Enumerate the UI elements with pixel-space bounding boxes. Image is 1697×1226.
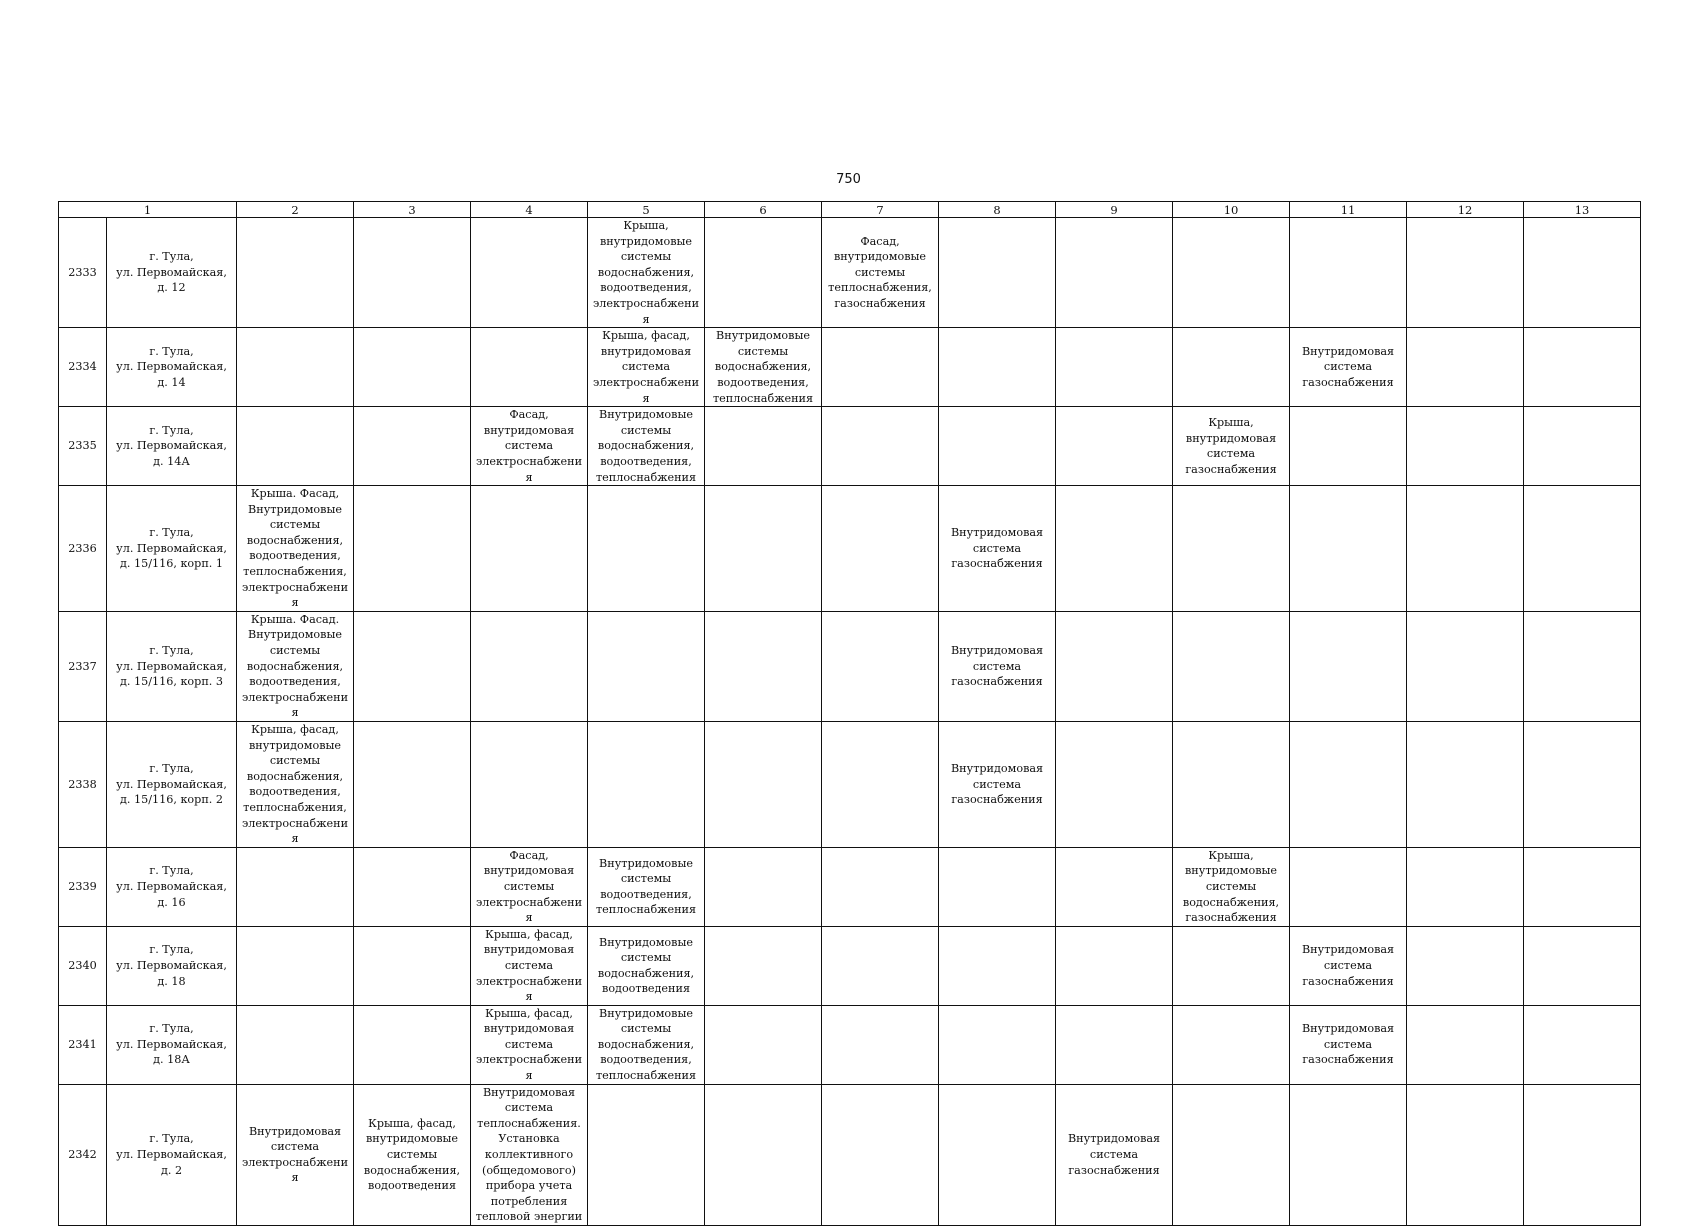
work-cell bbox=[1524, 722, 1641, 848]
work-cell bbox=[354, 407, 471, 486]
work-cell: Крыша, фасад, внутридомовая система электроснабжения bbox=[588, 328, 705, 407]
work-cell bbox=[354, 486, 471, 612]
data-table bbox=[58, 201, 1641, 1226]
work-cell bbox=[822, 1005, 939, 1084]
work-cell bbox=[471, 722, 588, 848]
address-cell: г. Тула, ул. Первомайская, д. 15/116, корп. 2 bbox=[107, 722, 237, 848]
work-cell bbox=[1407, 926, 1524, 1005]
work-cell bbox=[1173, 722, 1290, 848]
work-cell: Внутридомовые системы водоотведения, теплоснабжения bbox=[588, 847, 705, 926]
work-cell bbox=[1056, 611, 1173, 721]
work-cell bbox=[1407, 611, 1524, 721]
page-number: 750 bbox=[836, 172, 861, 187]
address-cell: г. Тула, ул. Первомайская, д. 14А bbox=[107, 407, 237, 486]
column-header: 5 bbox=[588, 202, 705, 218]
work-cell bbox=[1407, 328, 1524, 407]
work-cell bbox=[822, 407, 939, 486]
work-cell bbox=[354, 328, 471, 407]
address-cell: г. Тула, ул. Первомайская, д. 2 bbox=[107, 1084, 237, 1225]
work-cell: Крыша. Фасад, Внутридомовые системы водоснабжения, водоотведения, теплоснабжения, электроснабжения bbox=[237, 486, 354, 612]
work-cell bbox=[1056, 722, 1173, 848]
work-cell bbox=[588, 722, 705, 848]
work-cell: Внутридомовая система газоснабжения bbox=[939, 611, 1056, 721]
work-cell bbox=[1290, 847, 1407, 926]
work-cell bbox=[1524, 611, 1641, 721]
row-number-cell: 2339 bbox=[59, 847, 107, 926]
work-cell bbox=[939, 1005, 1056, 1084]
work-cell bbox=[822, 328, 939, 407]
row-number-cell: 2333 bbox=[59, 218, 107, 328]
work-cell bbox=[1524, 486, 1641, 612]
work-cell bbox=[939, 847, 1056, 926]
table-row bbox=[59, 218, 1641, 328]
work-cell: Фасад, внутридомовая система электроснабжения bbox=[471, 407, 588, 486]
address-cell: г. Тула, ул. Первомайская, д. 15/116, корп. 1 bbox=[107, 486, 237, 612]
column-header: 4 bbox=[471, 202, 588, 218]
column-header: 1 bbox=[59, 202, 237, 218]
row-number-cell: 2336 bbox=[59, 486, 107, 612]
table-row bbox=[59, 722, 1641, 848]
work-cell bbox=[237, 847, 354, 926]
work-cell bbox=[705, 1084, 822, 1225]
row-number-cell: 2337 bbox=[59, 611, 107, 721]
work-cell bbox=[354, 926, 471, 1005]
work-cell bbox=[588, 1084, 705, 1225]
work-cell: Внутридомовая система газоснабжения bbox=[1290, 926, 1407, 1005]
work-cell bbox=[471, 328, 588, 407]
work-cell bbox=[354, 847, 471, 926]
column-header: 7 bbox=[822, 202, 939, 218]
work-cell bbox=[705, 722, 822, 848]
work-cell: Внутридомовые системы водоснабжения, водоотведения bbox=[588, 926, 705, 1005]
work-cell bbox=[1524, 926, 1641, 1005]
work-cell bbox=[1173, 218, 1290, 328]
header-row bbox=[59, 202, 1641, 218]
work-cell bbox=[1407, 486, 1524, 612]
work-cell bbox=[705, 486, 822, 612]
table-row bbox=[59, 926, 1641, 1005]
work-cell bbox=[1524, 328, 1641, 407]
work-cell: Внутридомовая система газоснабжения bbox=[1290, 1005, 1407, 1084]
work-cell: Крыша. Фасад. Внутридомовые системы водоснабжения, водоотведения, электроснабжения bbox=[237, 611, 354, 721]
work-cell bbox=[237, 926, 354, 1005]
address-cell: г. Тула, ул. Первомайская, д. 18 bbox=[107, 926, 237, 1005]
work-cell: Крыша, фасад, внутридомовые системы водоснабжения, водоотведения bbox=[354, 1084, 471, 1225]
row-number-cell: 2341 bbox=[59, 1005, 107, 1084]
work-cell bbox=[705, 611, 822, 721]
column-header: 6 bbox=[705, 202, 822, 218]
column-header: 2 bbox=[237, 202, 354, 218]
work-cell bbox=[939, 407, 1056, 486]
address-cell: г. Тула, ул. Первомайская, д. 15/116, корп. 3 bbox=[107, 611, 237, 721]
work-cell bbox=[471, 611, 588, 721]
work-cell bbox=[939, 1084, 1056, 1225]
work-cell bbox=[1056, 847, 1173, 926]
work-cell bbox=[1173, 328, 1290, 407]
work-cell: Внутридомовые системы водоснабжения, водоотведения, теплоснабжения bbox=[588, 407, 705, 486]
work-cell bbox=[471, 486, 588, 612]
column-header: 10 bbox=[1173, 202, 1290, 218]
work-cell bbox=[237, 1005, 354, 1084]
work-cell bbox=[705, 926, 822, 1005]
work-cell bbox=[471, 218, 588, 328]
row-number-cell: 2335 bbox=[59, 407, 107, 486]
work-cell bbox=[1407, 722, 1524, 848]
work-cell bbox=[1056, 328, 1173, 407]
work-cell bbox=[588, 486, 705, 612]
work-cell: Внутридомовые системы водоснабжения, водоотведения, теплоснабжения bbox=[588, 1005, 705, 1084]
work-cell bbox=[354, 1005, 471, 1084]
work-cell bbox=[1524, 407, 1641, 486]
row-number-cell: 2342 bbox=[59, 1084, 107, 1225]
work-cell bbox=[822, 926, 939, 1005]
work-cell bbox=[939, 328, 1056, 407]
work-cell bbox=[1407, 218, 1524, 328]
work-cell bbox=[1290, 218, 1407, 328]
work-cell: Крыша, фасад, внутридомовая система электроснабжения bbox=[471, 1005, 588, 1084]
column-header: 9 bbox=[1056, 202, 1173, 218]
work-cell bbox=[237, 218, 354, 328]
work-cell bbox=[1290, 722, 1407, 848]
column-header: 13 bbox=[1524, 202, 1641, 218]
work-cell bbox=[1173, 1084, 1290, 1225]
column-header: 3 bbox=[354, 202, 471, 218]
work-cell bbox=[1056, 218, 1173, 328]
address-cell: г. Тула, ул. Первомайская, д. 16 bbox=[107, 847, 237, 926]
table-row bbox=[59, 847, 1641, 926]
work-cell bbox=[705, 1005, 822, 1084]
work-cell: Внутридомовая система газоснабжения bbox=[1056, 1084, 1173, 1225]
table-row bbox=[59, 1084, 1641, 1225]
work-cell bbox=[822, 611, 939, 721]
work-cell: Внутридомовая система газоснабжения bbox=[939, 486, 1056, 612]
row-number-cell: 2340 bbox=[59, 926, 107, 1005]
address-cell: г. Тула, ул. Первомайская, д. 18А bbox=[107, 1005, 237, 1084]
address-cell: г. Тула, ул. Первомайская, д. 12 bbox=[107, 218, 237, 328]
work-cell bbox=[1173, 611, 1290, 721]
work-cell bbox=[822, 1084, 939, 1225]
table-row bbox=[59, 407, 1641, 486]
work-cell bbox=[1407, 847, 1524, 926]
column-header: 8 bbox=[939, 202, 1056, 218]
work-cell bbox=[705, 407, 822, 486]
work-cell: Внутридомовая система электроснабжения bbox=[237, 1084, 354, 1225]
address-cell: г. Тула, ул. Первомайская, д. 14 bbox=[107, 328, 237, 407]
table-row bbox=[59, 1005, 1641, 1084]
work-cell bbox=[1290, 1084, 1407, 1225]
work-cell bbox=[1290, 611, 1407, 721]
work-cell: Внутридомовая система теплоснабжения. Установка коллективного (общедомового) прибора учета потребления тепловой энергии bbox=[471, 1084, 588, 1225]
work-cell bbox=[1407, 1005, 1524, 1084]
column-header: 11 bbox=[1290, 202, 1407, 218]
work-cell bbox=[1290, 486, 1407, 612]
work-cell bbox=[354, 218, 471, 328]
work-cell bbox=[1524, 218, 1641, 328]
work-cell bbox=[1290, 407, 1407, 486]
work-cell bbox=[822, 847, 939, 926]
row-number-cell: 2338 bbox=[59, 722, 107, 848]
work-cell bbox=[1056, 486, 1173, 612]
work-cell bbox=[1173, 486, 1290, 612]
work-cell: Крыша, внутридомовые системы водоснабжения, водоотведения, электроснабжения bbox=[588, 218, 705, 328]
work-cell: Внутридомовая система газоснабжения bbox=[939, 722, 1056, 848]
table-row bbox=[59, 328, 1641, 407]
work-cell: Фасад, внутридомовая системы электроснабжения bbox=[471, 847, 588, 926]
work-cell: Крыша, внутридомовые системы водоснабжения, газоснабжения bbox=[1173, 847, 1290, 926]
work-cell bbox=[705, 218, 822, 328]
column-header: 12 bbox=[1407, 202, 1524, 218]
table-row bbox=[59, 611, 1641, 721]
work-cell bbox=[1407, 1084, 1524, 1225]
work-cell: Крыша, фасад, внутридомовая система электроснабжения bbox=[471, 926, 588, 1005]
work-cell bbox=[1524, 1005, 1641, 1084]
work-cell: Внутридомовые системы водоснабжения, водоотведения, теплоснабжения bbox=[705, 328, 822, 407]
work-cell bbox=[1056, 407, 1173, 486]
work-cell bbox=[237, 407, 354, 486]
work-cell bbox=[1056, 926, 1173, 1005]
work-cell: Фасад, внутридомовые системы теплоснабжения, газоснабжения bbox=[822, 218, 939, 328]
work-cell bbox=[1407, 407, 1524, 486]
table-row bbox=[59, 486, 1641, 612]
work-cell bbox=[354, 611, 471, 721]
work-cell bbox=[939, 926, 1056, 1005]
work-cell bbox=[1524, 847, 1641, 926]
work-cell bbox=[1056, 1005, 1173, 1084]
work-cell bbox=[822, 722, 939, 848]
work-cell: Крыша, фасад, внутридомовые системы водоснабжения, водоотведения, теплоснабжения, электроснабжения bbox=[237, 722, 354, 848]
work-cell bbox=[237, 328, 354, 407]
work-cell bbox=[705, 847, 822, 926]
work-cell bbox=[1173, 1005, 1290, 1084]
row-number-cell: 2334 bbox=[59, 328, 107, 407]
work-cell: Внутридомовая система газоснабжения bbox=[1290, 328, 1407, 407]
work-cell bbox=[1173, 926, 1290, 1005]
work-cell bbox=[939, 218, 1056, 328]
work-cell bbox=[354, 722, 471, 848]
work-cell: Крыша, внутридомовая система газоснабжения bbox=[1173, 407, 1290, 486]
work-cell bbox=[1524, 1084, 1641, 1225]
work-cell bbox=[822, 486, 939, 612]
work-cell bbox=[588, 611, 705, 721]
